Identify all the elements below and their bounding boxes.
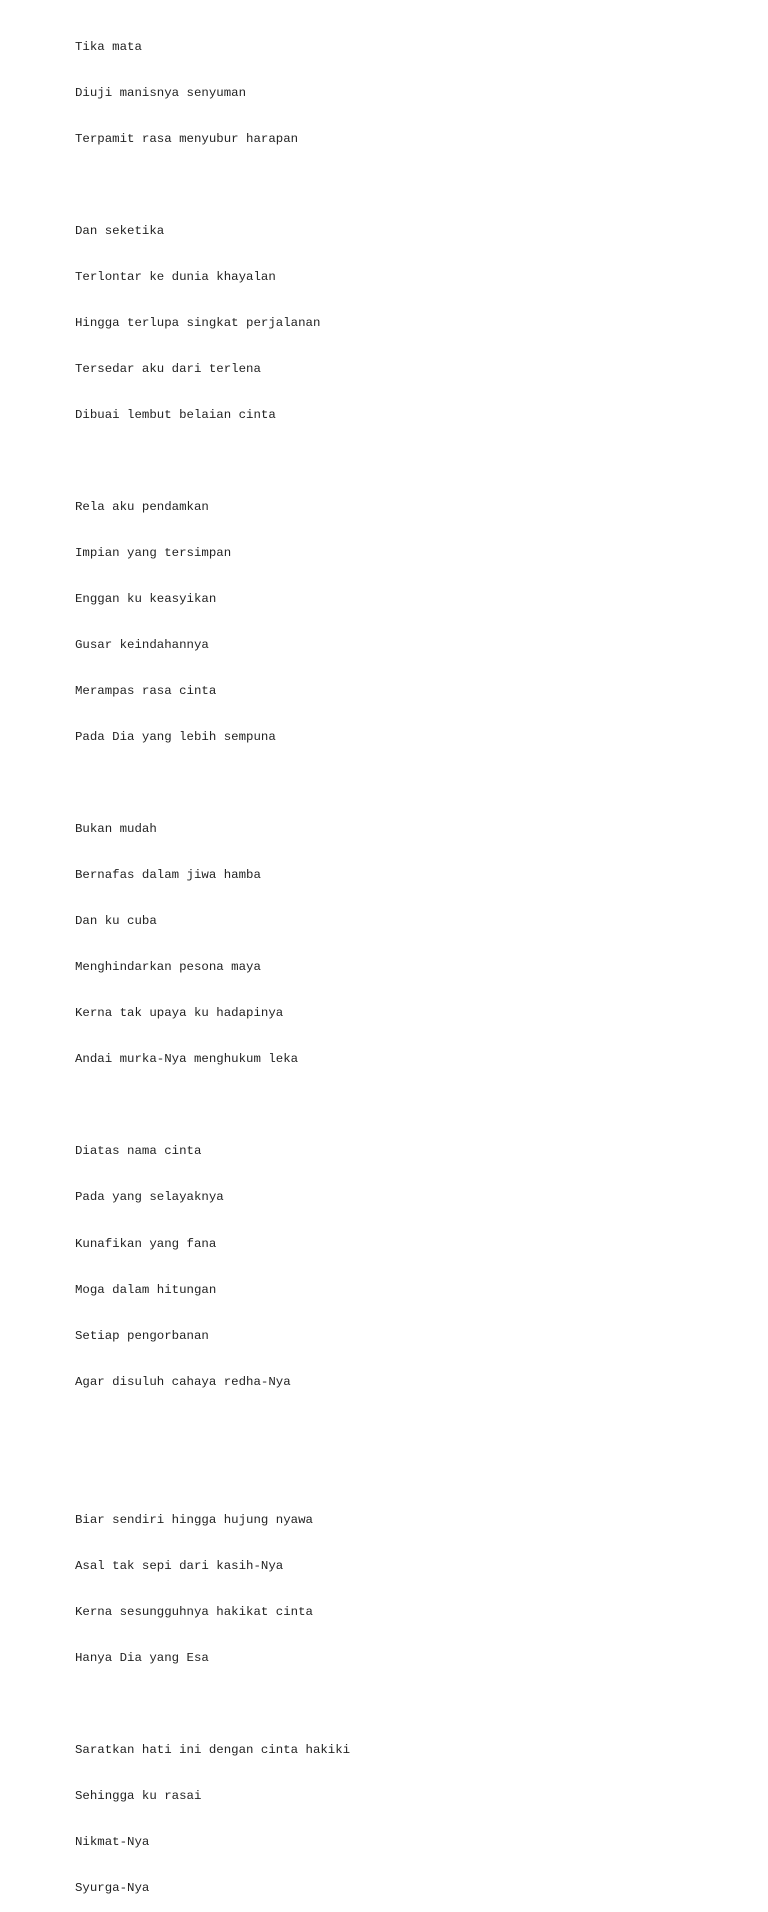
poem-line: Terpamit rasa menyubur harapan	[75, 131, 299, 146]
poem-line: Bukan mudah	[75, 822, 157, 837]
poem-line: Tika mata	[75, 39, 142, 54]
poem-line: Kerna tak upaya ku hadapinya	[75, 1006, 284, 1021]
poem-line: Tersedar aku dari terlena	[75, 361, 261, 376]
poem-line: Biar sendiri hingga hujung nyawa	[75, 1512, 313, 1527]
poem-line: Terlontar ke dunia khayalan	[75, 269, 276, 284]
poem-line: Hanya Dia yang Esa	[75, 1650, 209, 1665]
poem-line	[75, 1421, 350, 1436]
poem-line: Merampas rasa cinta	[75, 684, 217, 699]
poem-line: Dan seketika	[75, 223, 165, 238]
poem-line: Nikmat-Nya	[75, 1834, 150, 1849]
poem-line: Pada yang selayaknya	[75, 1190, 224, 1205]
poem-line: Diuji manisnya senyuman	[75, 85, 247, 100]
poem-line	[75, 1697, 350, 1712]
poem-line: Diatas nama cinta	[75, 1144, 202, 1159]
poem-line: Saratkan hati ini dengan cinta hakiki	[75, 1742, 351, 1757]
poem-line: Impian yang tersimpan	[75, 546, 232, 561]
poem-line: Menghindarkan pesona maya	[75, 960, 261, 975]
poem-line: Hingga terlupa singkat perjalanan	[75, 315, 321, 330]
poem-line	[75, 178, 350, 193]
poem-line: Pada Dia yang lebih sempuna	[75, 730, 276, 745]
poem-text	[75, 9, 350, 1912]
poem-line	[75, 454, 350, 469]
poem-line: Dan ku cuba	[75, 914, 157, 929]
poem-line: Kerna sesungguhnya hakikat cinta	[75, 1604, 313, 1619]
poem-line: Agar disuluh cahaya redha-Nya	[75, 1374, 291, 1389]
poem-line	[75, 1467, 350, 1482]
poem-line: Enggan ku keasyikan	[75, 592, 217, 607]
poem-line: Syurga-Nya	[75, 1880, 150, 1895]
poem-line: Andai murka-Nya menghukum leka	[75, 1052, 299, 1067]
poem-line: Setiap pengorbanan	[75, 1328, 209, 1343]
poem-line: Gusar keindahannya	[75, 638, 209, 653]
poem-line	[75, 776, 350, 791]
poem-line: Moga dalam hitungan	[75, 1282, 217, 1297]
poem-line	[75, 1098, 350, 1113]
poem-line: Sehingga ku rasai	[75, 1788, 202, 1803]
poem-line: Asal tak sepi dari kasih-Nya	[75, 1558, 284, 1573]
poem-line: Dibuai lembut belaian cinta	[75, 407, 276, 422]
poem-line: Bernafas dalam jiwa hamba	[75, 868, 261, 883]
poem-line: Rela aku pendamkan	[75, 500, 209, 514]
poem-line: Kunafikan yang fana	[75, 1236, 217, 1251]
